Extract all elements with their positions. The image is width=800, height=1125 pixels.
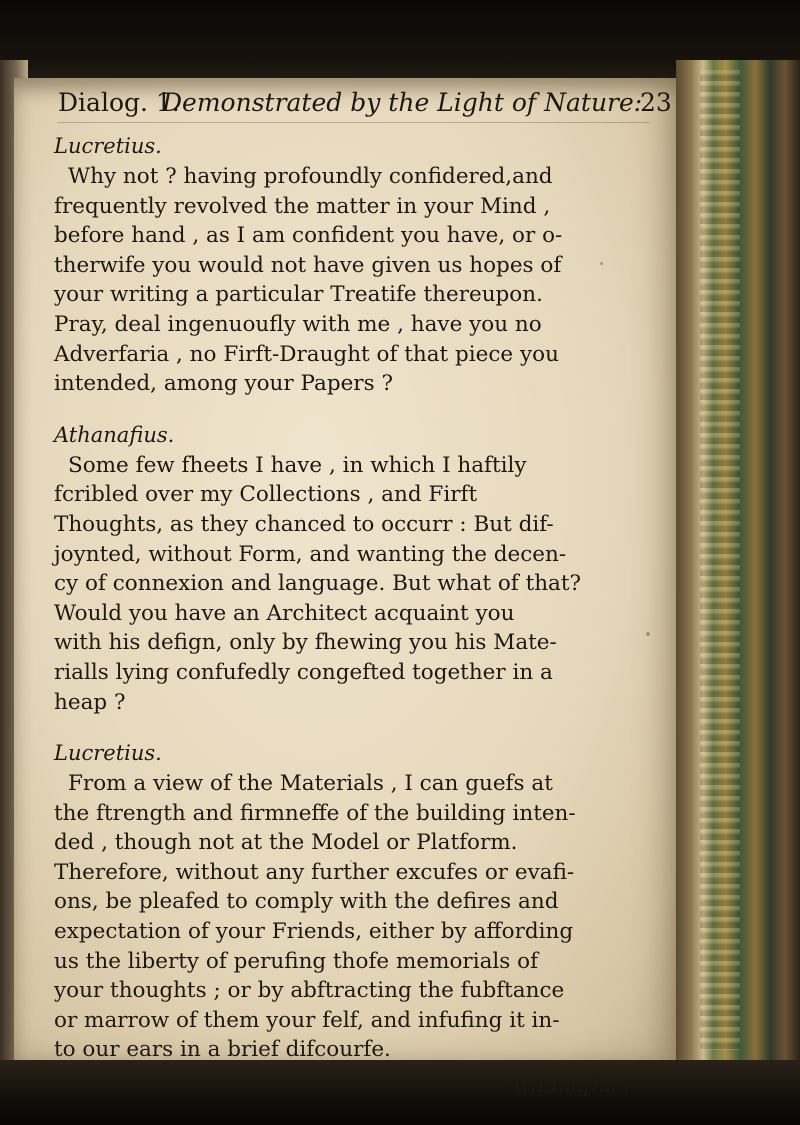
dialog-number: Dialog. 1. — [58, 88, 180, 117]
text-line: Would you have an Architect acquaint you — [54, 600, 515, 626]
text-line: to our ears in a brief difcourfe. — [54, 1037, 391, 1063]
text-line: expectation of your Friends, either by affording — [54, 919, 574, 945]
text-line: before hand , as I am confident you have, or o- — [54, 223, 563, 249]
text-line: with his defign, only by fhewing you his Mate- — [54, 630, 557, 656]
speaker-name: Lucretius. — [54, 134, 162, 158]
text-line: us the liberty of perufing thofe memorials of — [54, 948, 539, 974]
printed-text — [44, 86, 672, 1099]
text-line: Therefore, without any further excufes or evafi- — [54, 859, 575, 885]
text-line: heap ? — [54, 689, 126, 715]
speaker-name: Athanafius. — [54, 422, 175, 447]
running-title: Demonstrated by the Light of Nature: — [162, 88, 643, 117]
binding-texture — [700, 70, 740, 1050]
text-line: rialls lying confufedly congefted together in a — [54, 659, 553, 685]
text-line: your thoughts ; or by abftracting the fubftance — [54, 978, 565, 1004]
text-line: From a view of the Materials , I can guefs at — [68, 771, 553, 797]
text-line: ons, be pleafed to comply with the defires and — [54, 889, 559, 915]
text-line: the ftrength and firmneffe of the building inten- — [54, 800, 576, 826]
head-rule — [58, 122, 650, 123]
text-line: or marrow of them your felf, and infufing it in- — [54, 1007, 560, 1033]
text-line: intended, among your Papers ? — [54, 371, 393, 397]
text-line: your writing a particular Treatife thereupon. — [54, 282, 543, 308]
text-line: ded , though not at the Model or Platform. — [54, 830, 518, 856]
text-line: Adverfaria , no Firft-Draught of that piece you — [54, 341, 559, 367]
dialog-body — [54, 132, 654, 1101]
text-line: Thoughts, as they chanced to occurr : But dif- — [54, 511, 554, 537]
text-line: therwife you would not have given us hopes of — [54, 252, 562, 278]
text-line: fcribled over my Collections , and Firft — [54, 482, 478, 508]
catchword: Athanafius. — [506, 1073, 630, 1099]
page-number: 23 — [640, 88, 672, 117]
text-line: frequently revolved the matter in your Mind , — [54, 193, 551, 219]
text-line: joynted, without Form, and wanting the decen- — [54, 541, 567, 567]
text-line: Why not ? having profoundly confidered,and — [68, 164, 553, 189]
running-head — [44, 86, 672, 120]
text-line: Pray, deal ingenuoufly with me , have you no — [54, 311, 542, 337]
speaker-name: Lucretius. — [54, 741, 162, 766]
text-line: Some few fheets I have , in which I haftily — [68, 452, 527, 478]
text-line: cy of connexion and language. But what of that? — [54, 571, 582, 597]
